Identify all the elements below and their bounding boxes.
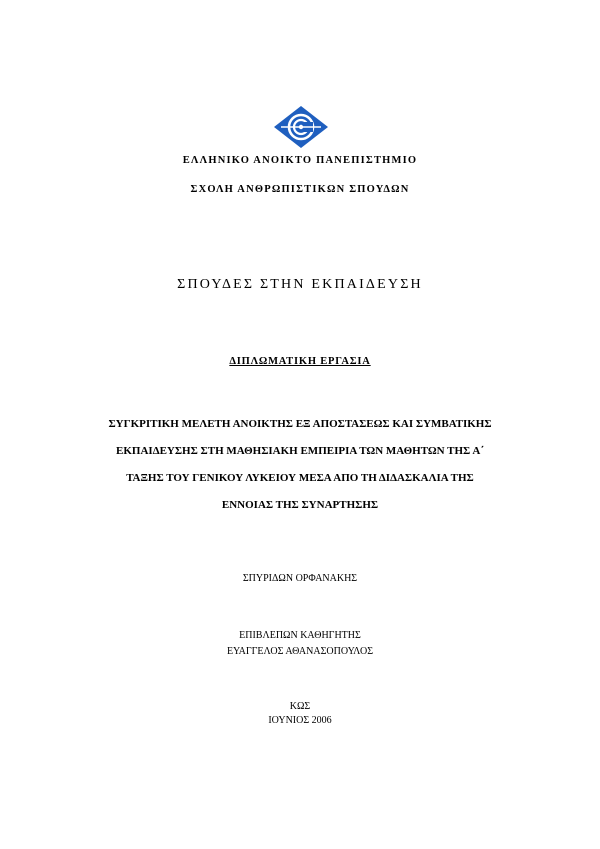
place: ΚΩΣ — [289, 701, 311, 712]
document-type — [0, 356, 600, 367]
author-name: ΣΠΥΡΙΔΩΝ ΟΡΦΑΝΑΚΗΣ — [242, 573, 358, 584]
thesis-title-line-1: ΣΥΓΚΡΙΤΙΚΗ ΜΕΛΕΤΗ ΑΝΟΙΚΤΗΣ ΕΞ ΑΠΟΣΤΑΣΕΩΣ ΚΑΙ ΣΥΜΒΑΤΙΚΗΣ — [108, 418, 492, 430]
supervisor-label: ΕΠΙΒΛΕΠΩΝ ΚΑΘΗΓΗΤΗΣ — [239, 630, 361, 641]
supervisor-name: ΕΥΑΓΓΕΛΟΣ ΑΘΑΝΑΣΟΠΟΥΛΟΣ — [226, 646, 374, 657]
document-type-label: ΔΙΠΛΩΜΑΤΙΚΗ ΕΡΓΑΣΙΑ — [229, 356, 371, 367]
program-name: ΣΠΟΥΔΕΣ ΣΤΗΝ ΕΚΠΑΙΔΕΥΣΗ — [177, 277, 423, 292]
school-name: ΣΧΟΛΗ ΑΝΘΡΩΠΙΣΤΙΚΩΝ ΣΠΟΥΔΩΝ — [190, 184, 410, 195]
university-name: ΕΛΛΗΝΙΚΟ ΑΝΟΙΚΤΟ ΠΑΝΕΠΙΣΤΗΜΙΟ — [182, 155, 418, 166]
thesis-title-line-2: ΕΚΠΑΙΔΕΥΣΗΣ ΣΤΗ ΜΑΘΗΣΙΑΚΗ ΕΜΠΕΙΡΙΑ ΤΩΝ ΜΑΘΗΤΩΝ ΤΗΣ Α΄ — [116, 445, 484, 457]
thesis-title-line-4: ΕΝΝΟΙΑΣ ΤΗΣ ΣΥΝΑΡΤΗΣΗΣ — [221, 499, 379, 511]
thesis-title-line-3: ΤΑΞΗΣ ΤΟΥ ΓΕΝΙΚΟΥ ΛΥΚΕΙΟΥ ΜΕΣΑ ΑΠΟ ΤΗ ΔΙΔΑΣΚΑΛΙΑ ΤΗΣ — [126, 472, 474, 484]
thesis-title — [0, 411, 600, 519]
university-seal-icon — [273, 105, 329, 149]
date: ΙΟΥΝΙΟΣ 2006 — [268, 715, 332, 726]
